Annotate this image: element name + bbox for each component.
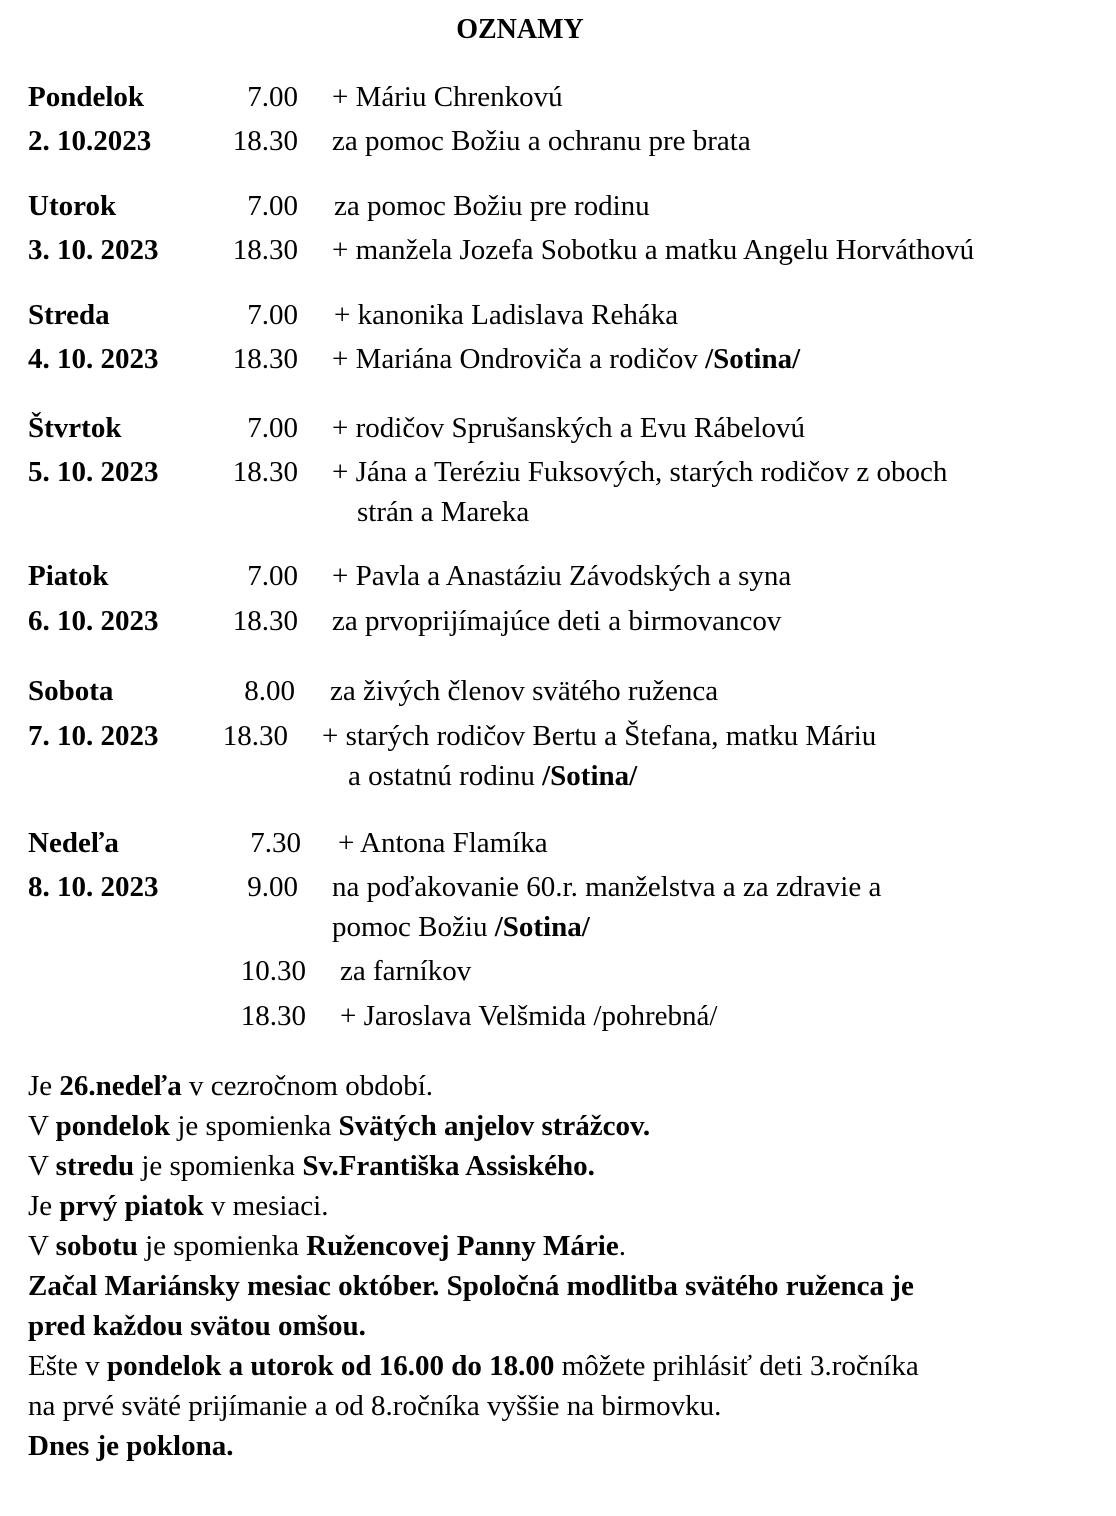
note-text: je spomienka <box>170 1110 339 1142</box>
mass-intention: + Pavla a Anastáziu Závodských a syna <box>332 560 792 592</box>
intention-text: a ostatnú rodinu <box>348 760 543 792</box>
schedule-row-sun-5 <box>0 996 1116 1036</box>
mass-intention: + Jaroslava Velšmida /pohrebná/ <box>340 1000 718 1032</box>
mass-time: 18.30 <box>240 1000 306 1032</box>
mass-intention: + rodičov Sprušanských a Evu Rábelovú <box>332 412 806 444</box>
announcement-line <box>28 1186 1088 1226</box>
day-name: Utorok <box>28 190 117 222</box>
schedule-row-sat-3 <box>0 756 1116 796</box>
intention-location: /Sotina/ <box>542 760 638 792</box>
note-text: môžete prihlásiť deti 3.ročníka <box>554 1350 919 1382</box>
mass-intention: + kanonika Ladislava Reháka <box>334 299 679 331</box>
announcement-line <box>28 1306 1088 1346</box>
note-text: V <box>28 1110 56 1142</box>
mass-intention <box>332 339 800 379</box>
mass-intention: na poďakovanie 60.r. manželstva a za zdravie a <box>332 871 882 903</box>
day-name: Štvrtok <box>28 412 122 444</box>
mass-time: 7.00 <box>247 81 298 113</box>
mass-time: 18.30 <box>232 456 298 488</box>
day-name: Pondelok <box>28 81 145 113</box>
note-emphasis: sobotu <box>55 1230 138 1262</box>
announcement-line <box>28 1266 1088 1306</box>
note-text: Je <box>28 1190 60 1222</box>
schedule-row-mon-1 <box>0 77 1116 117</box>
note-emphasis: pondelok a utorok od 16.00 do 18.00 <box>106 1350 555 1382</box>
mass-time: 18.30 <box>232 343 298 375</box>
schedule-row-sun-3 <box>0 907 1116 947</box>
schedule-row-sat-2 <box>0 716 1116 756</box>
note-text: . <box>618 1230 626 1262</box>
announcements <box>28 1066 1088 1466</box>
schedule-row-wed-2 <box>0 339 1116 379</box>
schedule-row-mon-2 <box>0 121 1116 161</box>
mass-intention: + Jána a Teréziu Fuksových, starých rodičov z oboch <box>332 456 948 488</box>
note-text: na prvé sväté prijímanie a od 8.ročníka vyššie na birmovku. <box>28 1390 722 1422</box>
note-text: V <box>28 1230 56 1262</box>
note-text: je spomienka <box>137 1230 307 1262</box>
mass-time: 9.00 <box>247 871 298 903</box>
schedule-row-fri-2 <box>0 601 1116 641</box>
mass-intention: za živých členov svätého ruženca <box>330 675 719 707</box>
day-date: 8. 10. 2023 <box>28 871 159 903</box>
schedule-row-sun-2 <box>0 867 1116 907</box>
mass-time: 18.30 <box>222 720 288 752</box>
note-text: Je <box>28 1070 60 1102</box>
schedule-row-thu-3 <box>0 492 1116 532</box>
mass-time: 10.30 <box>240 955 306 987</box>
day-date: 3. 10. 2023 <box>28 234 159 266</box>
mass-intention: + Máriu Chrenkovú <box>332 81 563 113</box>
day-date: 2. 10.2023 <box>28 125 152 157</box>
note-emphasis: Začal Mariánsky mesiac október. Spoločná modlitba svätého ruženca je <box>28 1270 914 1302</box>
mass-intention: za prvoprijímajúce deti a birmovancov <box>332 605 782 637</box>
note-emphasis: pred každou svätou omšou. <box>28 1310 366 1342</box>
intention-text: + Mariána Ondroviča a rodičov <box>332 343 706 375</box>
announcement-line <box>28 1066 1088 1106</box>
note-text: Ešte v <box>28 1350 107 1382</box>
note-emphasis: prvý piatok <box>59 1190 204 1222</box>
schedule-row-thu-2 <box>0 452 1116 492</box>
note-emphasis: pondelok <box>55 1110 171 1142</box>
day-date: 5. 10. 2023 <box>28 456 159 488</box>
note-text: v cezročnom období. <box>181 1070 434 1102</box>
mass-intention-continued: strán a Mareka <box>357 496 530 528</box>
note-emphasis: 26.nedeľa <box>59 1070 182 1102</box>
mass-intention: + Antona Flamíka <box>338 827 548 859</box>
mass-time: 7.00 <box>247 299 298 331</box>
schedule-row-sat-1 <box>0 671 1116 711</box>
schedule-row-wed-1 <box>0 295 1116 335</box>
announcement-line <box>28 1386 1088 1426</box>
day-name: Streda <box>28 299 110 331</box>
note-emphasis: Sv.Františka Assiského. <box>302 1150 595 1182</box>
schedule-row-tue-1 <box>0 186 1116 226</box>
mass-time: 8.00 <box>244 675 295 707</box>
mass-intention: + manžela Jozefa Sobotku a matku Angelu Horváthovú <box>332 234 975 266</box>
mass-time: 18.30 <box>232 234 298 266</box>
schedule-row-tue-2 <box>0 230 1116 270</box>
note-text: v mesiaci. <box>203 1190 329 1222</box>
mass-intention-continued <box>332 907 590 947</box>
announcement-line <box>28 1226 1088 1266</box>
note-emphasis: stredu <box>55 1150 135 1182</box>
note-emphasis: Dnes je poklona. <box>28 1430 234 1462</box>
note-text: V <box>28 1150 56 1182</box>
schedule-row-sun-1 <box>0 823 1116 863</box>
mass-intention: za pomoc Božiu a ochranu pre brata <box>332 125 751 157</box>
announcement-line <box>28 1426 1088 1466</box>
intention-location: /Sotina/ <box>705 343 801 375</box>
mass-intention: za farníkov <box>340 955 472 987</box>
mass-time: 18.30 <box>232 125 298 157</box>
mass-time: 7.00 <box>247 412 298 444</box>
page-title: OZNAMY <box>456 14 584 45</box>
note-emphasis: Ružencovej Panny Márie <box>306 1230 619 1262</box>
day-name: Nedeľa <box>28 827 119 859</box>
announcement-line <box>28 1346 1088 1386</box>
announcement-line <box>28 1146 1088 1186</box>
schedule-row-fri-1 <box>0 556 1116 596</box>
day-date: 7. 10. 2023 <box>28 720 159 752</box>
day-date: 4. 10. 2023 <box>28 343 159 375</box>
mass-intention: + starých rodičov Bertu a Štefana, matku Máriu <box>322 720 877 752</box>
schedule-row-thu-1 <box>0 408 1116 448</box>
intention-text: pomoc Božiu <box>332 911 495 943</box>
note-emphasis: Svätých anjelov strážcov. <box>338 1110 651 1142</box>
mass-time: 18.30 <box>232 605 298 637</box>
mass-time: 7.00 <box>247 190 298 222</box>
intention-location: /Sotina/ <box>494 911 590 943</box>
day-name: Piatok <box>28 560 109 592</box>
note-text: je spomienka <box>134 1150 303 1182</box>
mass-intention: za pomoc Božiu pre rodinu <box>334 190 650 222</box>
mass-intention-continued <box>348 756 637 796</box>
announcement-line <box>28 1106 1088 1146</box>
day-date: 6. 10. 2023 <box>28 605 159 637</box>
mass-time: 7.30 <box>250 827 301 859</box>
schedule-row-sun-4 <box>0 951 1116 991</box>
day-name: Sobota <box>28 675 114 707</box>
mass-time: 7.00 <box>247 560 298 592</box>
